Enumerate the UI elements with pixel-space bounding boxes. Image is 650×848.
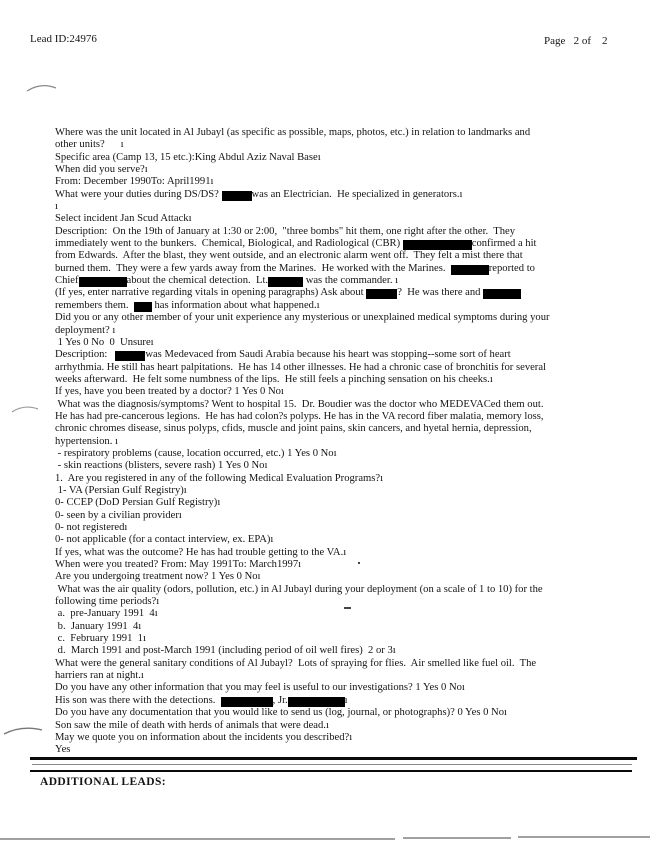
section-divider [32, 764, 632, 765]
document-text: 0- seen by a civilian providerı [55, 509, 182, 521]
document-line [55, 645, 635, 657]
document-line [55, 584, 635, 596]
document-text: What was the diagnosis/symptoms? Went to hospital 15. Dr. Boudier was the doctor who MEDEVACed them out. [55, 398, 544, 410]
document-text: What were the general sanitary conditions of Al Jubayl? Lots of spraying for flies. Air smelled like fuel oil. The [55, 657, 537, 669]
redaction-bar [222, 191, 252, 201]
document-text: May we quote you on information about the incidents you described?ı [55, 731, 353, 743]
document-text: Do you have any other information that you may feel is useful to our investigations? 1 Yes 0 Noı [55, 682, 465, 694]
document-line [55, 534, 635, 546]
document-line [55, 201, 635, 213]
document-line [55, 621, 635, 633]
document-text: Where was the unit located in Al Jubayl (as specific as possible, maps, photos, etc.) in relation to landmarks and [55, 127, 531, 138]
redaction-bar [366, 289, 397, 299]
document-line [55, 608, 635, 620]
document-text: a. pre-January 1991 4ı [55, 608, 158, 620]
document-line [55, 300, 635, 312]
redaction-bar [221, 697, 273, 707]
document-text: , Jr. [272, 694, 288, 706]
document-text: 1 Yes 0 No 0 Unsureı [55, 336, 154, 348]
scan-artifact [403, 837, 511, 839]
document-text: from Edwards. After the blast, they went outside, and an electronic alarm went off. They felt a mist there that [55, 250, 523, 262]
document-text: Son saw the mile of death with herds of animals that were dead.ı [55, 719, 329, 731]
document-line [55, 436, 635, 448]
document-text: Did you or any other member of your unit experience any mysterious or unexplained medical symptoms during your [55, 312, 550, 324]
redaction-bar [451, 265, 489, 275]
document-line [55, 362, 635, 374]
document-line [55, 547, 635, 559]
section-divider [30, 770, 632, 772]
scan-artifact [0, 838, 395, 840]
document-text: chronic chromes disease, sinus polyps, cfids, muscle and joint pains, skin cancers, and hyetal hernia, depression, [55, 423, 532, 435]
document-text: 1. Are you registered in any of the following Medical Evaluation Programs?ı [55, 472, 384, 484]
redaction-bar [115, 351, 145, 361]
document-line [55, 164, 635, 176]
document-text: ı [344, 694, 348, 706]
document-line [55, 176, 635, 188]
document-text: Do you have any documentation that you would like to send us (log, journal, or photographs)? 0 Yes 0 Noı [55, 707, 507, 719]
document-text: What were your duties during DS/DS? [55, 188, 222, 200]
document-line [55, 250, 635, 262]
document-line [55, 497, 635, 509]
document-text: burned them. They were a few yards away from the Marines. He worked with the Marines. [55, 262, 451, 274]
document-body [55, 127, 635, 757]
document-line [55, 510, 635, 522]
document-text: 0- not applicable (for a contact interview, ex. EPA)ı [55, 534, 274, 546]
redaction-bar [483, 289, 521, 299]
document-text: b. January 1991 4ı [55, 620, 142, 632]
document-text: If yes, what was the outcome? He has had trouble getting to the VA.ı [55, 546, 347, 558]
document-line [55, 337, 635, 349]
document-text: Chief [55, 275, 79, 287]
document-line [55, 349, 635, 361]
document-line [55, 460, 635, 472]
document-text: immediately went to the bunkers. Chemical, Biological, and Radiological (CBR) [55, 238, 403, 250]
document-text: ı [55, 201, 58, 213]
pen-mark-icon [11, 403, 41, 415]
lead-id: Lead ID:24976 [30, 33, 97, 45]
document-line [55, 658, 635, 670]
document-line [55, 152, 635, 164]
document-text: 0- CCEP (DoD Persian Gulf Registry)ı [55, 497, 221, 509]
document-line [55, 226, 635, 238]
document-line [55, 411, 635, 423]
scan-artifact [358, 562, 360, 564]
document-line [55, 682, 635, 694]
document-text: d. March 1991 and post-March 1991 (including period of oil well fires) 2 or 3ı [55, 645, 396, 657]
document-text: When were you treated? From: May 1991To: March1997ı [55, 559, 302, 571]
scan-artifact [518, 836, 650, 838]
document-text: harriers ran at night.ı [55, 670, 144, 682]
document-text: Yes [55, 744, 71, 756]
document-line [55, 213, 635, 225]
document-text: confirmed a hit [471, 238, 537, 250]
document-line [55, 127, 635, 139]
section-divider [30, 757, 637, 760]
document-text: was the commander. ı [303, 275, 399, 287]
document-line [55, 263, 635, 275]
document-text: Description: [55, 349, 116, 361]
document-line [55, 189, 635, 201]
document-text: Are you undergoing treatment now? 1 Yes 0 Noı [55, 571, 261, 583]
document-line [55, 571, 635, 583]
document-line [55, 744, 635, 756]
page-number: Page 2 of 2 [544, 35, 608, 47]
document-text: His son was there with the detections. [55, 694, 221, 706]
redaction-bar [403, 240, 472, 250]
redaction-bar [268, 277, 303, 287]
document-text: - skin reactions (blisters, severe rash) 1 Yes 0 Noı [55, 460, 268, 472]
document-line [55, 238, 635, 250]
document-line [55, 325, 635, 337]
document-text: deployment? ı [55, 324, 116, 336]
document-text: Specific area (Camp 13, 15 etc.):King Abdul Aziz Naval Baseı [55, 151, 321, 163]
document-line [55, 720, 635, 732]
document-text: about the chemical detection. Lt. [126, 275, 269, 287]
document-text: arrhythmia. He still has heart palpitations. He has 14 other illnesses. He had a chronic case of bronchitis for several [55, 361, 546, 373]
document-text: Description: On the 19th of January at 1:30 or 2:00, "three bombs" hit them, one right after the other. They [55, 225, 516, 237]
document-line [55, 559, 635, 571]
document-text: following time periods?ı [55, 596, 160, 608]
document-text: has information about what happened.ı [151, 299, 320, 311]
document-line [55, 399, 635, 411]
document-line [55, 732, 635, 744]
document-text: ? He was there and [397, 287, 484, 299]
document-line [55, 473, 635, 485]
document-text: was an Electrician. He specialized in generators.ı [251, 188, 463, 200]
document-text: reported to [488, 262, 535, 274]
redaction-bar [288, 697, 345, 707]
document-text: was Medevaced from Saudi Arabia because his heart was stopping--some sort of heart [145, 349, 511, 361]
document-text: When did you serve?ı [55, 164, 148, 176]
document-text: He has had pre-cancerous legions. He has had colon?s polyps. He has in the VA record fiber malatia, memory loss, [55, 410, 544, 422]
document-line [55, 287, 635, 299]
document-text: What was the air quality (odors, pollution, etc.) in Al Jubayl during your deployment (on a scale of 1 to 10) for the [55, 583, 543, 595]
document-text: If yes, have you been treated by a doctor? 1 Yes 0 Noı [55, 386, 284, 398]
document-text: Select incident Jan Scud Attackı [55, 213, 192, 225]
document-line [55, 374, 635, 386]
document-text: 1- VA (Persian Gulf Registry)ı [55, 484, 187, 496]
document-line [55, 695, 635, 707]
document-text: - respiratory problems (cause, location occurred, etc.) 1 Yes 0 Noı [55, 447, 337, 459]
document-text: c. February 1991 1ı [55, 633, 146, 645]
redaction-bar [79, 277, 127, 287]
redaction-bar [134, 302, 152, 312]
document-line [55, 485, 635, 497]
document-text: other units? ı [55, 139, 124, 151]
document-line [55, 633, 635, 645]
document-line [55, 522, 635, 534]
document-text: weeks afterward. He felt some numbness of the lips. He still feels a pinching sensation on his cheeks.ı [55, 373, 493, 385]
document-line [55, 139, 635, 151]
document-line [55, 423, 635, 435]
additional-leads-heading: ADDITIONAL LEADS: [40, 776, 166, 788]
document-line [55, 386, 635, 398]
document-line [55, 670, 635, 682]
document-text: remembers them. [55, 299, 134, 311]
pen-mark-icon [25, 81, 59, 95]
document-text: hypertension. ı [55, 435, 118, 447]
document-line [55, 275, 635, 287]
scan-artifact [344, 607, 351, 609]
document-line [55, 312, 635, 324]
document-line [55, 448, 635, 460]
document-text: From: December 1990To: April1991ı [55, 176, 214, 188]
document-line [55, 707, 635, 719]
document-text: 0- not registeredı [55, 522, 128, 533]
pen-mark-icon [3, 725, 45, 737]
document-text: (If yes, enter narrative regarding vitals in opening paragraphs) Ask about [55, 287, 367, 299]
